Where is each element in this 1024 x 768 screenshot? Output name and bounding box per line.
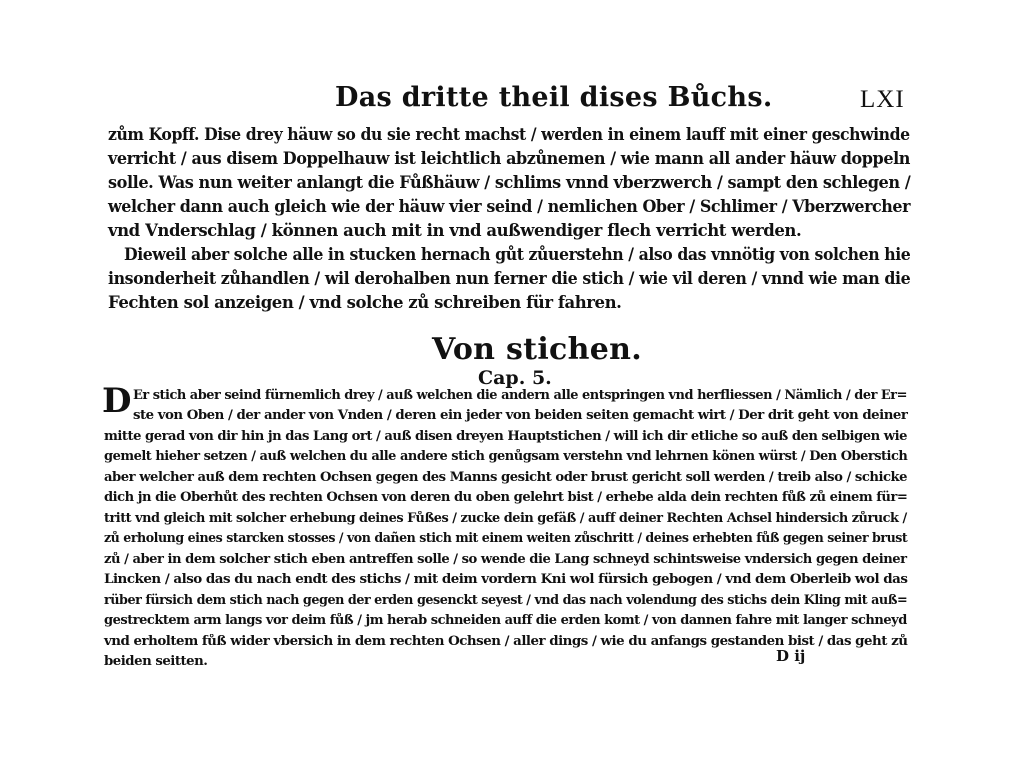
text-line: Dieweil aber solche alle in stucken hernach gůt zůuerstehn / also das vnnötig von solchen hie: [124, 245, 911, 264]
text-line: ste von Oben / der ander von Vnden / deren ein jeder von beiden seiten gemacht wirt / Der drit geht von deiner: [133, 408, 908, 423]
text-line: tritt vnd gleich mit solcher erhebung deines Fůßes / zucke dein gefäß / auff deiner Rechten Achsel hindersich zůruck /: [104, 511, 907, 526]
running-head: Das dritte theil dises Bůchs.: [335, 82, 773, 113]
text-line: beiden seitten.: [104, 654, 208, 669]
chapter-number: Cap. 5.: [478, 367, 552, 389]
text-line: rüber fürsich dem stich nach gegen der erden gesenckt seyest / vnd das nach volendung des stichs dein Kling mit auß=: [104, 593, 908, 608]
text-line: insonderheit zůhandlen / wil derohalben nun ferner die stich / wie vil deren / vnnd wie man die: [108, 269, 911, 288]
text-line: aber welcher auß dem rechten Ochsen gegen des Manns gesicht oder brust gericht soll werden / treib also / schicke: [104, 470, 908, 485]
text-line: zů / aber in dem solcher stich eben antreffen solle / so wende die Lang schneyd schintsweise vndersich gegen deiner: [104, 552, 907, 567]
section-heading: Von stichen.: [432, 332, 642, 367]
text-line: Fechten sol anzeigen / vnd solche zů schreiben für fahren.: [108, 293, 622, 312]
folio-number: LXI: [860, 86, 905, 113]
text-line: gestrecktem arm langs vor deim fůß / jm herab schneiden auff die erden komt / von dannen fahre mit langer schneyd: [104, 613, 907, 628]
text-line: zům Kopff. Dise drey häuw so du sie recht machst / werden in einem lauff mit einer geschwinde: [108, 125, 910, 144]
drop-initial: D: [102, 381, 132, 421]
text-line: vnd Vnderschlag / können auch mit in vnd außwendiger flech verricht werden.: [108, 221, 802, 240]
text-line: welcher dann auch gleich wie der häuw vier seind / nemlichen Ober / Schlimer / Vberzwercher: [108, 197, 911, 216]
text-line: vnd erholtem fůß wider vbersich in dem rechten Ochsen / aller dings / wie du anfangs gestanden bist / das geht zů: [104, 634, 908, 649]
text-line: dich jn die Oberhůt des rechten Ochsen von deren du oben gelehrt bist / erhebe alda dein rechten fůß zů einem für=: [104, 490, 908, 505]
text-line: verricht / aus disem Doppelhauw ist leichtlich abzůnemen / wie mann all ander häuw doppeln: [108, 149, 910, 168]
text-line: mitte gerad von dir hin jn das Lang ort / auß disen dreyen Hauptstichen / will ich dir etliche so auß den selbigen wie: [104, 429, 907, 444]
text-line: gemelt hieher setzen / auß welchen du alle andere stich genůgsam verstehn vnd lehrnen könen würst / Den Oberstich: [104, 449, 908, 464]
text-line: zů erholung eines starcken stosses / von dañen stich mit einem weiten zůschritt / deines erhebten fůß gegen seiner brust: [104, 531, 908, 546]
text-line: Lincken / also das du nach endt des stichs / mit deim vordern Kni wol fürsich gebogen / vnd dem Oberleib wol das: [104, 572, 908, 587]
signature-mark: D ij: [776, 647, 806, 665]
text-line: solle. Was nun weiter anlangt die Fůßhäuw / schlims vnnd vberzwerch / sampt den schlegen /: [108, 173, 911, 192]
text-line: Er stich aber seind fürnemlich drey / auß welchen die andern alle entspringen vnd herfliessen / Nämlich / der Er=: [133, 388, 908, 403]
